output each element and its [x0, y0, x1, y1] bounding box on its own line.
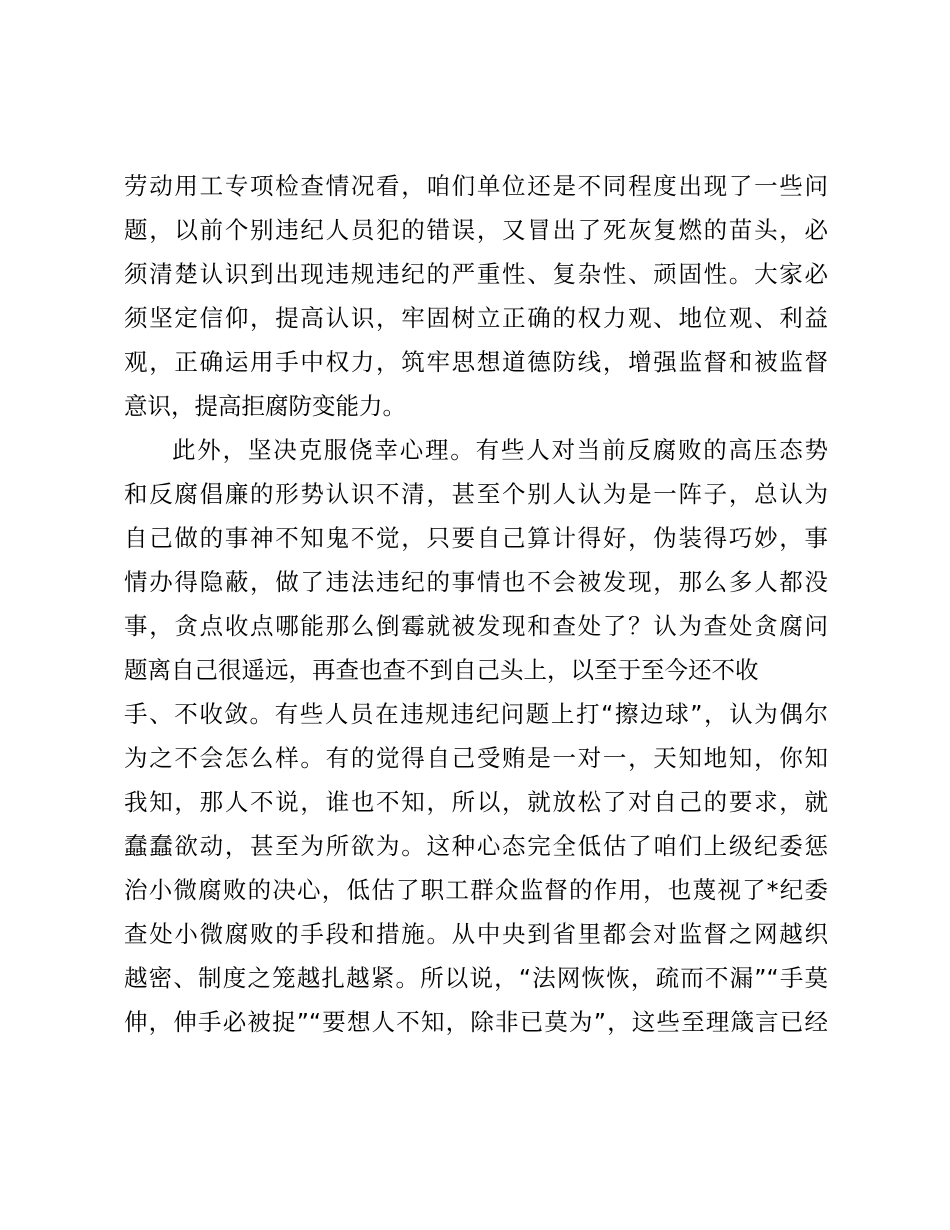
text-line-1: 劳动用工专项检查情况看，咱们单位还是不同程度出现了一些问	[124, 172, 828, 200]
text-line-9: 自己做的事神不知鬼不觉，只要自己算计得好，伪装得巧妙，事	[124, 524, 828, 552]
text-line-6: 意识，提高拒腐防变能力。	[124, 392, 406, 420]
text-line-12: 题离自己很遥远，再查也查不到自己头上，以至于至今还不收	[124, 656, 759, 684]
text-line-19: 越密、制度之笼越扎越紧。所以说，“法网恢恢，疏而不漏”“手莫	[124, 964, 828, 992]
text-line-8: 和反腐倡廉的形势认识不清，甚至个别人认为是一阵子，总认为	[124, 480, 828, 508]
text-line-4: 须坚定信仰，提高认识，牢固树立正确的权力观、地位观、利益	[124, 304, 828, 332]
text-line-5: 观，正确运用手中权力，筑牢思想道德防线，增强监督和被监督	[124, 348, 828, 376]
text-line-17: 治小微腐败的决心，低估了职工群众监督的作用，也蔑视了*纪委	[124, 876, 828, 904]
text-line-7: 此外，坚决克服侥幸心理。有些人对当前反腐败的高压态势	[172, 436, 828, 464]
text-line-13: 手、不收敛。有些人员在违规违纪问题上打“擦边球”，认为偶尔	[124, 700, 828, 728]
text-line-14: 为之不会怎么样。有的觉得自己受贿是一对一，天知地知，你知	[124, 744, 828, 772]
text-line-11: 事，贪点收点哪能那么倒霉就被发现和查处了？认为查处贪腐问	[124, 612, 828, 640]
text-line-15: 我知，那人不说，谁也不知，所以，就放松了对自己的要求，就	[124, 788, 828, 816]
text-line-18: 查处小微腐败的手段和措施。从中央到省里都会对监督之网越织	[124, 920, 828, 948]
text-line-3: 须清楚认识到出现违规违纪的严重性、复杂性、顽固性。大家必	[124, 260, 828, 288]
text-line-10: 情办得隐蔽，做了违法违纪的事情也不会被发现，那么多人都没	[124, 568, 828, 596]
text-line-16: 蠢蠢欲动，甚至为所欲为。这种心态完全低估了咱们上级纪委惩	[124, 832, 828, 860]
text-line-20: 伸，伸手必被捉”“要想人不知，除非已莫为”，这些至理箴言已经	[124, 1008, 828, 1036]
text-line-2: 题，以前个别违纪人员犯的错误，又冒出了死灰复燃的苗头，必	[124, 216, 828, 244]
